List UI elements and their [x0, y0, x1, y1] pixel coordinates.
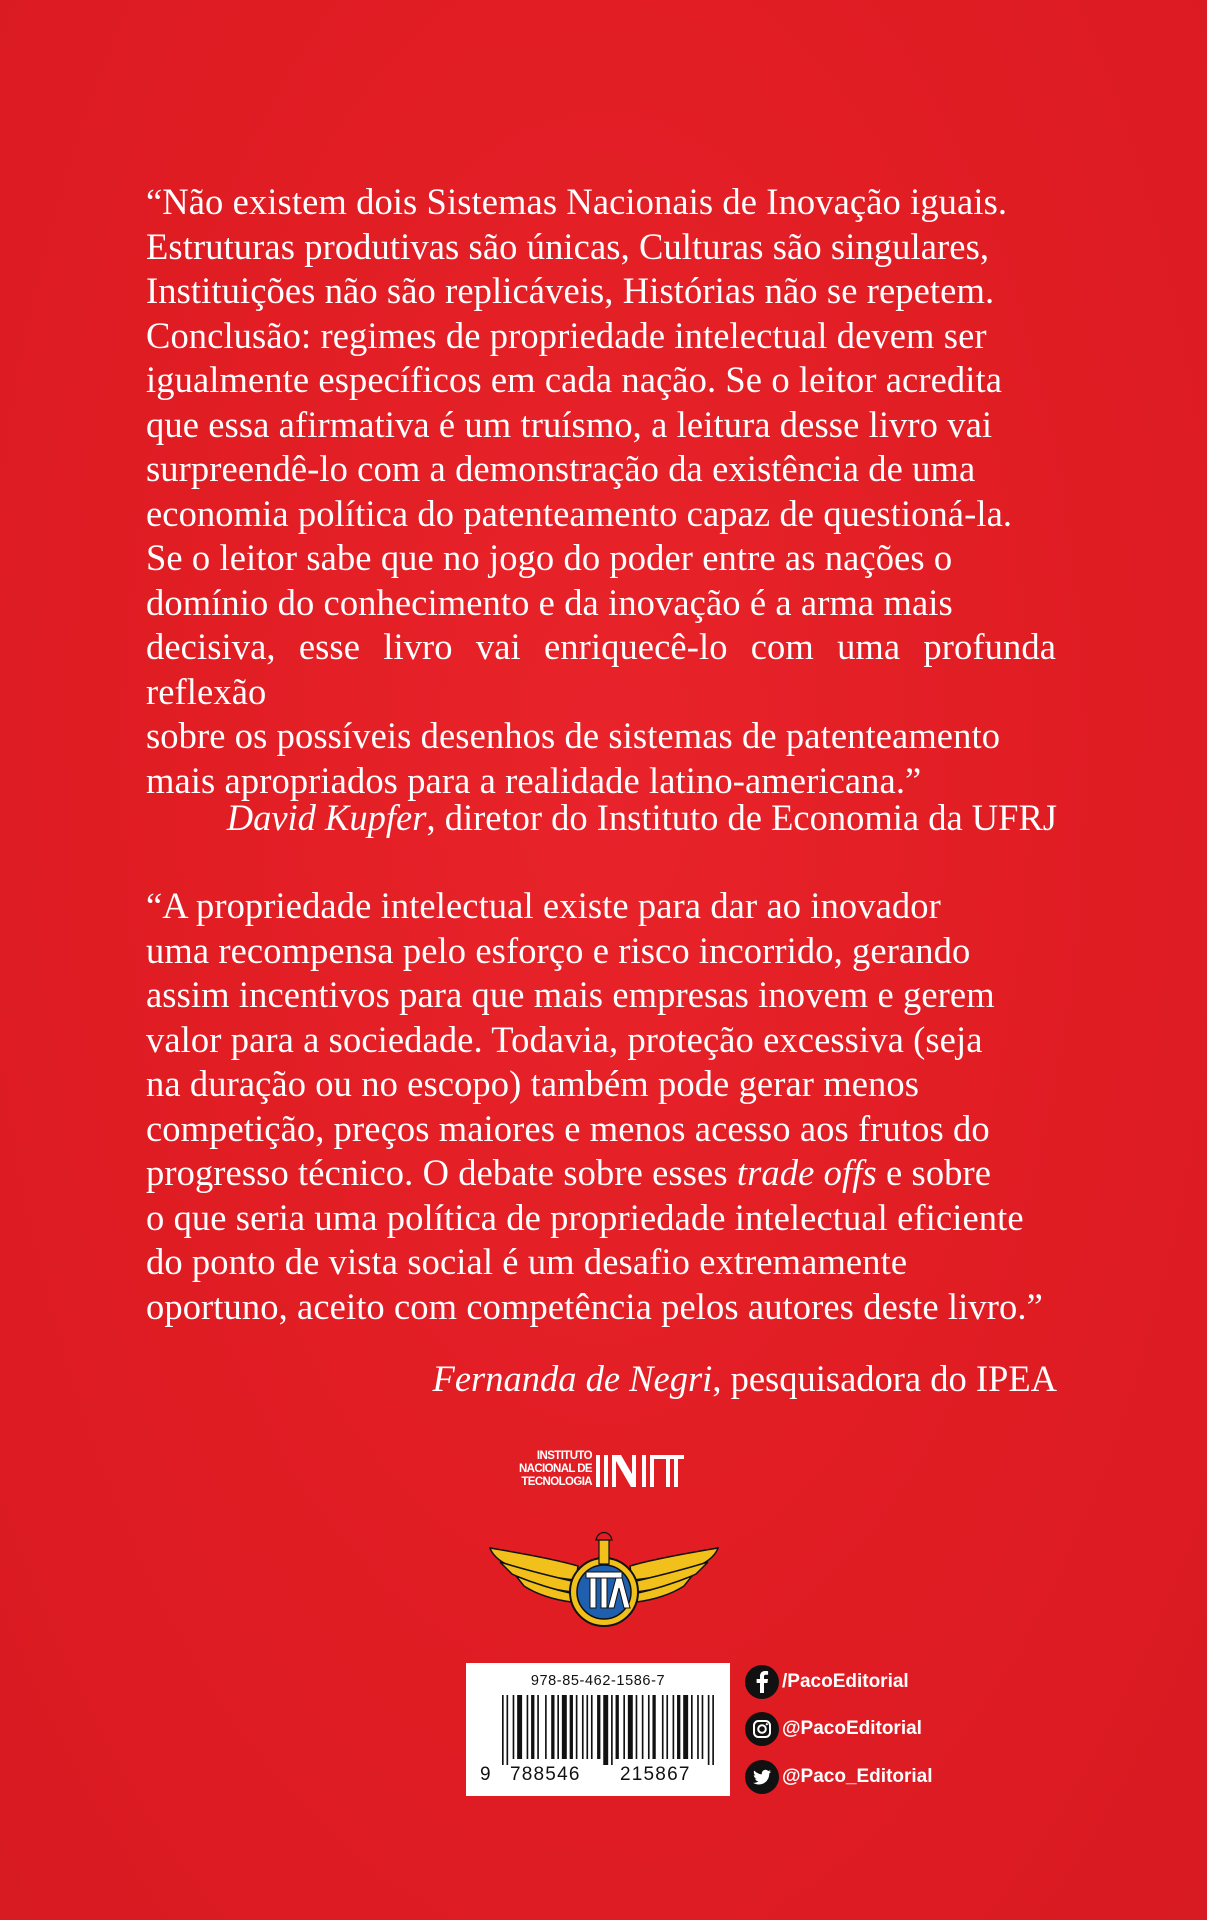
int-logo	[496, 1450, 706, 1492]
quote-line: Instituições não são replicáveis, Histórias não se repetem.	[146, 270, 995, 311]
barcode-bar	[677, 1695, 680, 1759]
quote-text: e sobre	[876, 1152, 992, 1193]
quote-italic-term: trade offs	[736, 1152, 877, 1193]
quote-line: igualmente específicos em cada nação. Se o leitor acredita	[146, 359, 1003, 400]
barcode-bar	[683, 1695, 688, 1759]
quote-line: “A propriedade intelectual existe para dar ao inovador	[146, 885, 941, 926]
barcode-bar	[597, 1695, 600, 1759]
quote-line: oportuno, aceito com competência pelos autores deste livro.”	[146, 1285, 1043, 1327]
instagram-icon	[745, 1712, 779, 1746]
quote-line: sobre os possíveis desenhos de sistemas de patenteamento	[146, 715, 1001, 756]
barcode-bar	[557, 1695, 559, 1759]
barcode-bar	[562, 1695, 567, 1759]
quote-text: progresso técnico. O debate sobre esses	[146, 1152, 737, 1193]
barcode-bar	[642, 1695, 644, 1759]
barcode-bar	[507, 1695, 509, 1765]
quote-line: uma recompensa pelo esforço e risco incorrido, gerando	[146, 929, 971, 971]
barcode-bar	[537, 1695, 539, 1759]
social-instagram[interactable]	[745, 1712, 922, 1746]
author-name: Fernanda de Negri	[432, 1358, 713, 1399]
barcode-bar	[551, 1695, 554, 1759]
barcode-bar	[531, 1695, 534, 1759]
barcode-bar	[636, 1695, 638, 1759]
barcode-bar	[628, 1695, 633, 1759]
quote-line: mais apropriados para a realidade latino-americana.”	[146, 759, 922, 801]
barcode-bar	[623, 1695, 625, 1759]
barcode-digits-right: 215867	[620, 1764, 691, 1785]
author-role: , diretor do Instituto de Economia da UFRJ	[426, 797, 1057, 838]
social-facebook[interactable]	[745, 1665, 909, 1699]
twitter-icon	[745, 1760, 779, 1794]
facebook-icon	[745, 1665, 779, 1699]
quote-line	[146, 1151, 1056, 1196]
barcode-bar	[502, 1695, 504, 1765]
barcode-bar	[702, 1695, 704, 1759]
quote-line: valor para a sociedade. Todavia, proteção excessiva (seja	[146, 1018, 983, 1060]
quote-kupfer	[146, 180, 1056, 803]
attribution-de-negri	[433, 1357, 1057, 1401]
barcode-bar	[662, 1695, 664, 1759]
quote-line: Estruturas produtivas são únicas, Culturas são singulares,	[146, 225, 990, 267]
barcode-bar	[691, 1695, 693, 1759]
author-role: , pesquisadora do IPEA	[712, 1358, 1057, 1399]
ita-winged-logo	[486, 1522, 722, 1634]
quote-line: competição, preços maiores e menos acesso aos frutos do	[146, 1107, 990, 1149]
barcode-bar	[616, 1695, 619, 1759]
instagram-handle: @PacoEditorial	[782, 1718, 922, 1739]
barcode-bar	[586, 1695, 588, 1759]
quote-line: assim incentivos para que mais empresas inovem e gerem	[146, 974, 995, 1015]
quote-line: na duração ou no escopo) também pode gerar menos	[146, 1063, 920, 1104]
quote-line: domínio do conhecimento e da inovação é a arma mais	[146, 581, 953, 623]
quote-line: surpreendê-lo com a demonstração da existência de uma	[146, 448, 976, 489]
barcode-bar	[697, 1695, 699, 1759]
isbn-text: 978-85-462-1586-7	[530, 1673, 666, 1689]
barcode-bar	[652, 1695, 655, 1759]
barcode-digit-first: 9	[480, 1764, 492, 1785]
barcode-bar	[570, 1695, 573, 1759]
quote-line: “Não existem dois Sistemas Nacionais de Inovação iguais.	[146, 181, 1008, 222]
barcode-bar	[712, 1695, 714, 1765]
quote-line: decisiva, esse livro vai enriquecê-lo com uma profunda reflexão	[146, 626, 1056, 712]
facebook-handle: /PacoEditorial	[782, 1671, 909, 1692]
barcode-bar	[527, 1695, 529, 1759]
barcode-bar	[513, 1695, 515, 1759]
quote-line: economia política do patenteamento capaz de questioná-la.	[146, 492, 1013, 534]
barcode-bar	[591, 1695, 593, 1759]
barcode-bar	[673, 1695, 675, 1759]
barcode-bar	[576, 1695, 578, 1759]
barcode-bar	[611, 1695, 613, 1765]
barcode-bar	[603, 1695, 608, 1765]
attribution-kupfer	[227, 796, 1057, 840]
barcode-bar	[648, 1695, 650, 1759]
quote-de-negri	[146, 884, 1056, 1329]
quote-line: que essa afirmativa é um truísmo, a leitura desse livro vai	[146, 403, 993, 445]
twitter-handle: @Paco_Editorial	[782, 1766, 933, 1787]
quote-line: do ponto de vista social é um desafio extremamente	[146, 1241, 908, 1282]
quote-line: Conclusão: regimes de propriedade intelectual devem ser	[146, 314, 987, 356]
isbn-barcode	[466, 1663, 730, 1796]
barcode-digits-left: 788546	[510, 1764, 581, 1785]
social-twitter[interactable]	[745, 1760, 933, 1794]
int-logo-mark	[596, 1453, 702, 1489]
barcode-bar	[582, 1695, 584, 1759]
barcode-bar	[517, 1695, 522, 1759]
quote-line: o que seria uma política de propriedade intelectual eficiente	[146, 1196, 1024, 1238]
barcode-bar	[666, 1695, 668, 1759]
author-name: David Kupfer	[226, 797, 427, 838]
barcode-bar	[708, 1695, 710, 1765]
int-logo-text: INSTITUTO NACIONAL DE TECNOLOGIA	[518, 1450, 592, 1488]
barcode-bar	[545, 1695, 547, 1759]
quote-line: Se o leitor sabe que no jogo do poder entre as nações o	[146, 537, 953, 578]
